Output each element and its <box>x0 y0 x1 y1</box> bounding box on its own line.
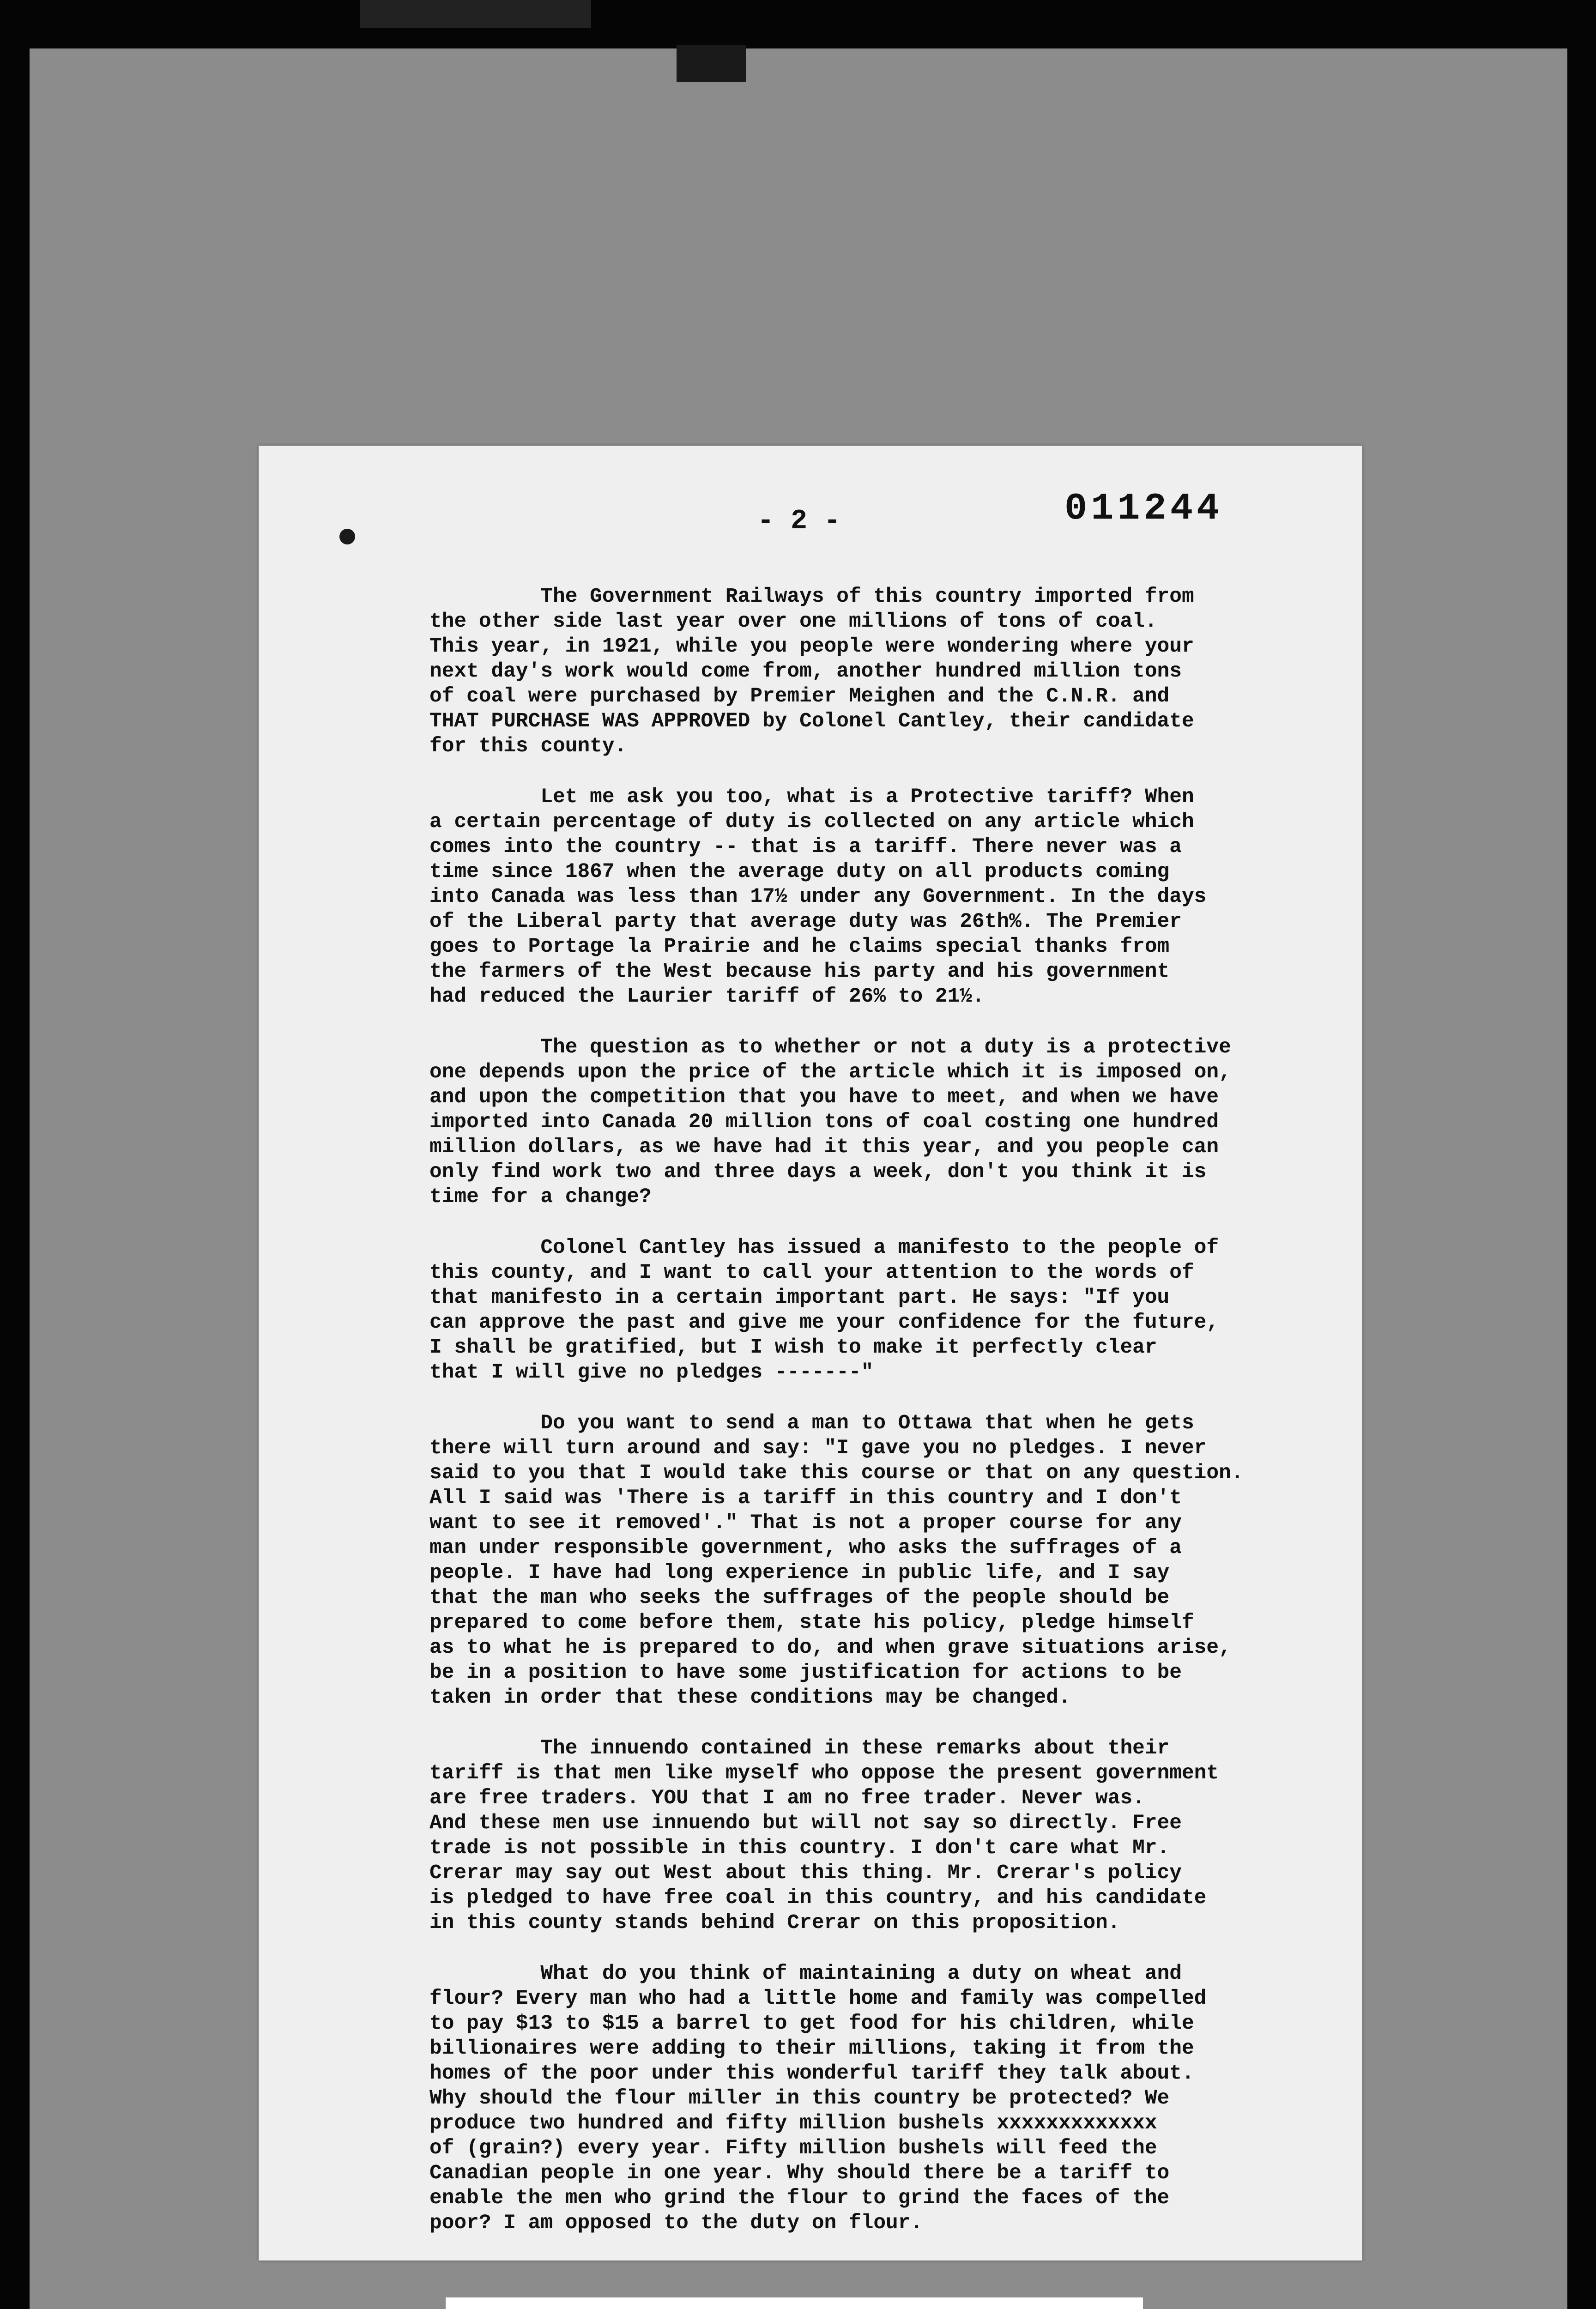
text-line: to pay $13 to $15 a barrel to get food for his children, while <box>429 2012 1194 2035</box>
text-line: of coal were purchased by Premier Meighen and the C.N.R. and <box>429 685 1170 708</box>
text-line: and upon the competition that you have to meet, and when we have <box>429 1086 1219 1109</box>
text-line: time for a change? <box>429 1185 652 1209</box>
text-line: this county, and I want to call your attention to the words of <box>429 1261 1194 1284</box>
text-line: a certain percentage of duty is collected on any article which <box>429 810 1194 834</box>
text-line: homes of the poor under this wonderful tariff they talk about. <box>429 2062 1194 2085</box>
text-line: there will turn around and say: "I gave you no pledges. I never <box>429 1437 1207 1460</box>
text-line: What do you think of maintaining a duty on wheat and <box>429 1962 1182 1985</box>
text-line: people. I have had long experience in public life, and I say <box>429 1561 1170 1584</box>
text-line: next day's work would come from, another hundred million tons <box>429 660 1182 683</box>
text-line: Let me ask you too, what is a Protective tariff? When <box>429 786 1194 809</box>
paragraph <box>429 1235 1358 1385</box>
text-line: enable the men who grind the flour to grind the faces of the <box>429 2187 1170 2210</box>
paragraph <box>429 1961 1358 2236</box>
text-line: the other side last year over one millions of tons of coal. <box>429 610 1157 633</box>
text-line: are free traders. YOU that I am no free trader. Never was. <box>429 1787 1145 1810</box>
text-line: This year, in 1921, while you people were wondering where your <box>429 635 1194 658</box>
text-line: flour? Every man who had a little home and family was compelled <box>429 1987 1207 2010</box>
text-line: The innuendo contained in these remarks about their <box>429 1737 1170 1760</box>
text-line: the farmers of the West because his party and his government <box>429 960 1170 983</box>
text-line: produce two hundred and fifty million bushels xxxxxxxxxxxxx <box>429 2112 1157 2135</box>
text-line: imported into Canada 20 million tons of coal costing one hundred <box>429 1111 1219 1134</box>
paragraph <box>429 1736 1358 1935</box>
text-line: that manifesto in a certain important part. He says: "If you <box>429 1286 1170 1309</box>
typewritten-page <box>259 446 1362 2261</box>
film-edge <box>360 0 591 28</box>
text-line: as to what he is prepared to do, and when grave situations arise, <box>429 1636 1231 1659</box>
text-line: Crerar may say out West about this thing. Mr. Crerar's policy <box>429 1862 1182 1885</box>
text-line: Do you want to send a man to Ottawa that when he gets <box>429 1412 1194 1435</box>
text-line: The question as to whether or not a duty is a protective <box>429 1036 1231 1059</box>
text-line: be in a position to have some justification for actions to be <box>429 1661 1182 1684</box>
text-line: Colonel Cantley has issued a manifesto to the people of <box>429 1236 1219 1259</box>
text-line: had reduced the Laurier tariff of 26% to 21½. <box>429 985 985 1008</box>
text-line: million dollars, as we have had it this year, and you people can <box>429 1136 1219 1159</box>
text-line: that the man who seeks the suffrages of the people should be <box>429 1586 1170 1609</box>
mount-clip <box>677 45 746 82</box>
paragraph <box>429 584 1358 759</box>
text-line: poor? I am opposed to the duty on flour. <box>429 2212 923 2235</box>
text-line: trade is not possible in this country. I don't care what Mr. <box>429 1837 1170 1860</box>
text-line: one depends upon the price of the article which it is imposed on, <box>429 1061 1231 1084</box>
paragraph <box>429 1035 1358 1209</box>
text-line: is pledged to have free coal in this country, and his candidate <box>429 1886 1207 1910</box>
punch-hole <box>339 529 355 544</box>
text-line: THAT PURCHASE WAS APPROVED by Colonel Cantley, their candidate <box>429 710 1194 733</box>
text-line: And these men use innuendo but will not say so directly. Free <box>429 1812 1182 1835</box>
text-line: said to you that I would take this course or that on any question. <box>429 1462 1244 1485</box>
text-line: goes to Portage la Prairie and he claims special thanks from <box>429 935 1170 958</box>
text-line: of (grain?) every year. Fifty million bushels will feed the <box>429 2137 1157 2160</box>
text-line: All I said was 'There is a tariff in this country and I don't <box>429 1487 1182 1510</box>
document-id-stamp: 011244 <box>1064 487 1223 530</box>
text-line: Canadian people in one year. Why should there be a tariff to <box>429 2162 1170 2185</box>
text-line: of the Liberal party that average duty was 26th%. The Premier <box>429 910 1182 933</box>
paragraph <box>429 1411 1358 1710</box>
text-line: want to see it removed'." That is not a proper course for any <box>429 1511 1182 1535</box>
text-line: comes into the country -- that is a tariff. There never was a <box>429 835 1182 858</box>
text-line: for this county. <box>429 735 627 758</box>
text-line: billionaires were adding to their millions, taking it from the <box>429 2037 1194 2060</box>
page-number: - 2 - <box>757 506 841 537</box>
text-line: can approve the past and give me your confidence for the future, <box>429 1311 1219 1334</box>
text-line: I shall be gratified, but I wish to make it perfectly clear <box>429 1336 1157 1359</box>
text-line: into Canada was less than 17½ under any Government. In the days <box>429 885 1207 908</box>
text-line: that I will give no pledges -------" <box>429 1361 874 1384</box>
text-line: man under responsible government, who asks the suffrages of a <box>429 1536 1182 1559</box>
text-line: taken in order that these conditions may be changed. <box>429 1686 1071 1709</box>
text-line: only find work two and three days a week, don't you think it is <box>429 1161 1207 1184</box>
text-line: The Government Railways of this country imported from <box>429 585 1194 608</box>
text-line: time since 1867 when the average duty on all products coming <box>429 860 1170 883</box>
text-line: in this county stands behind Crerar on this proposition. <box>429 1911 1120 1934</box>
text-line: Why should the flour miller in this country be protected? We <box>429 2087 1170 2110</box>
text-line: tariff is that men like myself who oppose the present government <box>429 1762 1219 1785</box>
document-body <box>429 584 1358 2261</box>
paragraph <box>429 785 1358 1009</box>
label-reference-tab <box>446 2297 1143 2309</box>
text-line: prepared to come before them, state his policy, pledge himself <box>429 1611 1194 1634</box>
